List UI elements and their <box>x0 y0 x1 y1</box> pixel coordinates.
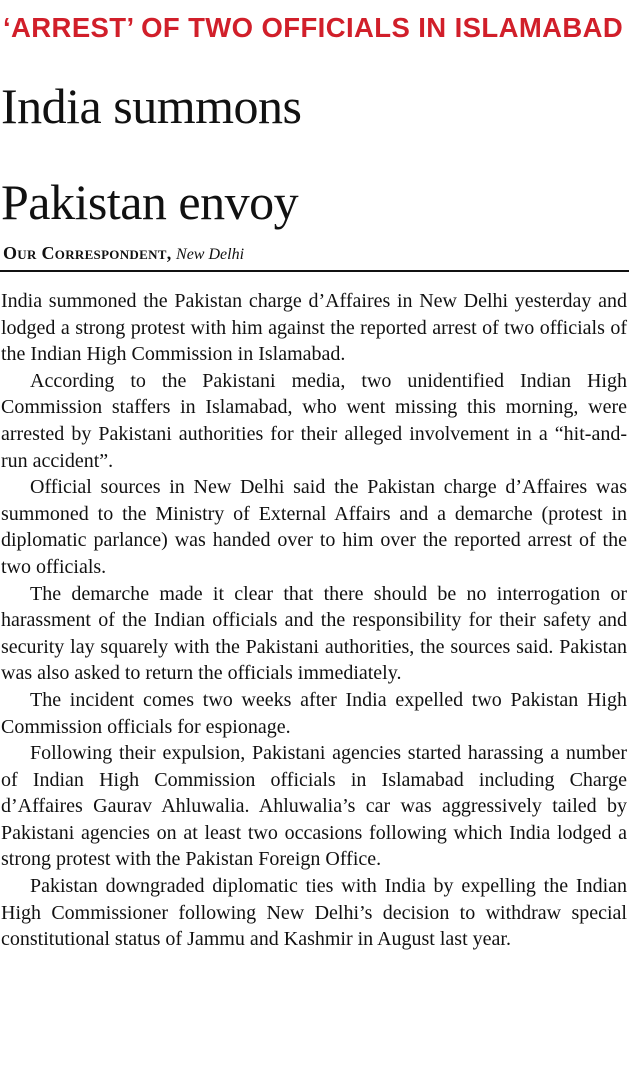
body-paragraph: The demarche made it clear that there should be no interrogation or harassment of the Indian officials and the responsibility for their safety and security lay squarely with the Pakistani authorities, the sources said. Pakistan was also asked to return the officials immediately. <box>1 582 627 685</box>
byline-location: New Delhi <box>176 246 245 263</box>
article-kicker: ‘ARREST’ OF TWO OFFICIALS IN ISLAMABAD <box>3 12 624 43</box>
byline-author: Our Correspondent, <box>3 243 172 263</box>
body-paragraph: India summoned the Pakistan charge d’Affaires in New Delhi yesterday and lodged a strong protest with him against the reported arrest of two officials of the Indian High Commission in Islamabad. <box>1 290 627 366</box>
byline-divider <box>0 270 629 272</box>
body-paragraph: Pakistan downgraded diplomatic ties with India by expelling the Indian High Commissioner following New Delhi’s decision to withdraw special constitutional status of Jammu and Kashmir in August last year. <box>1 875 627 951</box>
headline-line-1: India summons <box>1 78 302 134</box>
headline-line-2: Pakistan envoy <box>1 174 299 230</box>
body-paragraph: According to the Pakistani media, two unidentified Indian High Commission staffers in Islamabad, who went missing this morning, were arrested by Pakistani authorities for their alleged involvement in a “hit-and-run accident”. <box>1 369 627 472</box>
body-paragraph: Following their expulsion, Pakistani agencies started harassing a number of Indian High Commission officials in Islamabad including Charge d’Affaires Gaurav Ahluwalia. Ahluwalia’s car was aggressively tailed by Pakistani agencies on at least two occasions following which India lodged a strong protest with the Pakistan Foreign Office. <box>1 742 627 871</box>
article-headline <box>1 58 629 250</box>
body-paragraph: Official sources in New Delhi said the Pakistan charge d’Affaires was summoned to the Ministry of External Affairs and a demarche (protest in diplomatic parlance) was handed over to him over the reported arrest of the two officials. <box>1 476 627 578</box>
body-paragraph: The incident comes two weeks after India expelled two Pakistan High Commission officials for espionage. <box>1 688 627 738</box>
article-byline <box>3 241 244 267</box>
article-body <box>1 288 627 953</box>
